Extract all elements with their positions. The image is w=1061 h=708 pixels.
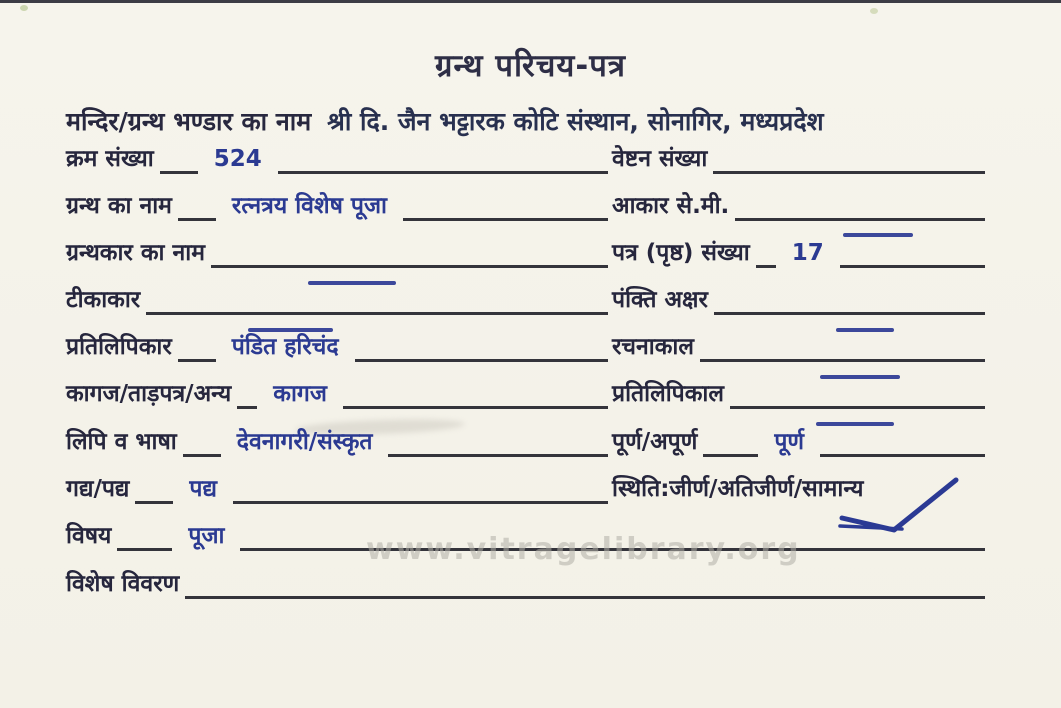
field-value: पंडित हरिचंद xyxy=(231,334,339,361)
rule-segment xyxy=(237,370,257,409)
rule-segment xyxy=(160,135,198,174)
rule-segment xyxy=(403,182,608,221)
field-row-lines-letters xyxy=(612,279,985,315)
field-label: ग्रन्थकार का नाम xyxy=(66,240,205,267)
rule-segment xyxy=(183,418,221,457)
field-label: पत्र (पृष्ठ) संख्या xyxy=(612,240,750,267)
repository-name-label: मन्दिर/ग्रन्थ भण्डार का नाम xyxy=(66,107,312,136)
field-label: ग्रन्थ का नाम xyxy=(66,193,172,220)
field-label: पंक्ति अक्षर xyxy=(612,287,708,314)
field-value: 17 xyxy=(791,240,824,267)
rule-segment xyxy=(117,512,172,551)
field-value: रत्नत्रय विशेष पूजा xyxy=(231,193,387,220)
rule-segment xyxy=(211,229,608,268)
handwritten-blank-dash xyxy=(816,422,894,426)
field-label: कागज/ताड़पत्र/अन्य xyxy=(66,381,232,408)
field-label: पूर्ण/अपूर्ण xyxy=(612,429,698,456)
field-row-script-language xyxy=(66,421,608,457)
field-label: वेष्टन संख्या xyxy=(612,146,708,173)
rule-segment xyxy=(735,182,985,221)
scan-top-edge xyxy=(0,0,1061,3)
field-label: प्रतिलिपिकाल xyxy=(612,381,724,408)
field-row-composition-date xyxy=(612,326,985,362)
handwritten-blank-dash xyxy=(820,375,900,379)
field-value: देवनागरी/संस्कृत xyxy=(236,429,373,456)
field-value: 524 xyxy=(213,146,262,173)
field-label: टीकाकार xyxy=(66,287,141,314)
repository-name-row xyxy=(66,104,1036,138)
handwritten-blank-dash xyxy=(836,328,894,332)
field-row-book-name xyxy=(66,185,608,221)
field-value: कागज xyxy=(273,381,327,408)
field-row-special-details xyxy=(66,563,985,599)
field-row-wrapper-number xyxy=(612,138,985,174)
rule-segment xyxy=(714,276,985,315)
condition-checkmark xyxy=(836,474,962,536)
rule-segment xyxy=(135,465,173,504)
field-row-material xyxy=(66,373,608,409)
field-value: पूजा xyxy=(188,523,225,550)
field-value: पूर्ण xyxy=(774,429,805,456)
handwritten-blank-dash xyxy=(248,328,333,332)
handwritten-blank-dash xyxy=(843,233,913,237)
field-value: पद्य xyxy=(189,476,217,503)
field-row-prose-verse xyxy=(66,468,608,504)
repository-name-value: श्री दि. जैन भट्टारक कोटि संस्थान, सोनागिर, मध्यप्रदेश xyxy=(327,107,824,136)
field-label: आकार से.मी. xyxy=(612,193,730,220)
scan-speck xyxy=(870,8,878,14)
field-row-size-cm xyxy=(612,185,985,221)
field-label: विशेष विवरण xyxy=(66,571,180,598)
rule-segment xyxy=(355,323,608,362)
field-row-copyist xyxy=(66,326,608,362)
field-label: स्थिति:जीर्ण/अतिजीर्ण/सामान्य xyxy=(612,476,864,503)
rule-segment xyxy=(178,323,216,362)
field-label: रचनाकाल xyxy=(612,334,694,361)
field-label: प्रतिलिपिकार xyxy=(66,334,172,361)
rule-segment xyxy=(278,135,608,174)
page-title: ग्रन्थ परिचय-पत्र xyxy=(435,48,626,84)
rule-segment xyxy=(756,229,776,268)
field-row-copy-date xyxy=(612,373,985,409)
field-label: लिपि व भाषा xyxy=(66,429,177,456)
field-row-page-count xyxy=(612,232,985,268)
rule-segment xyxy=(388,418,608,457)
watermark-text: www.vitragelibrary.org xyxy=(366,532,801,567)
handwritten-blank-dash xyxy=(308,281,396,285)
field-label: क्रम संख्या xyxy=(66,146,154,173)
rule-segment xyxy=(343,370,608,409)
field-row-completeness xyxy=(612,421,985,457)
field-label: विषय xyxy=(66,523,112,550)
rule-segment xyxy=(703,418,758,457)
field-label: गद्य/पद्य xyxy=(66,476,130,503)
rule-segment xyxy=(233,465,608,504)
scan-speck xyxy=(20,5,28,11)
rule-segment xyxy=(713,135,985,174)
rule-segment xyxy=(178,182,216,221)
field-row-serial-number xyxy=(66,138,608,174)
field-row-author-name xyxy=(66,232,608,268)
